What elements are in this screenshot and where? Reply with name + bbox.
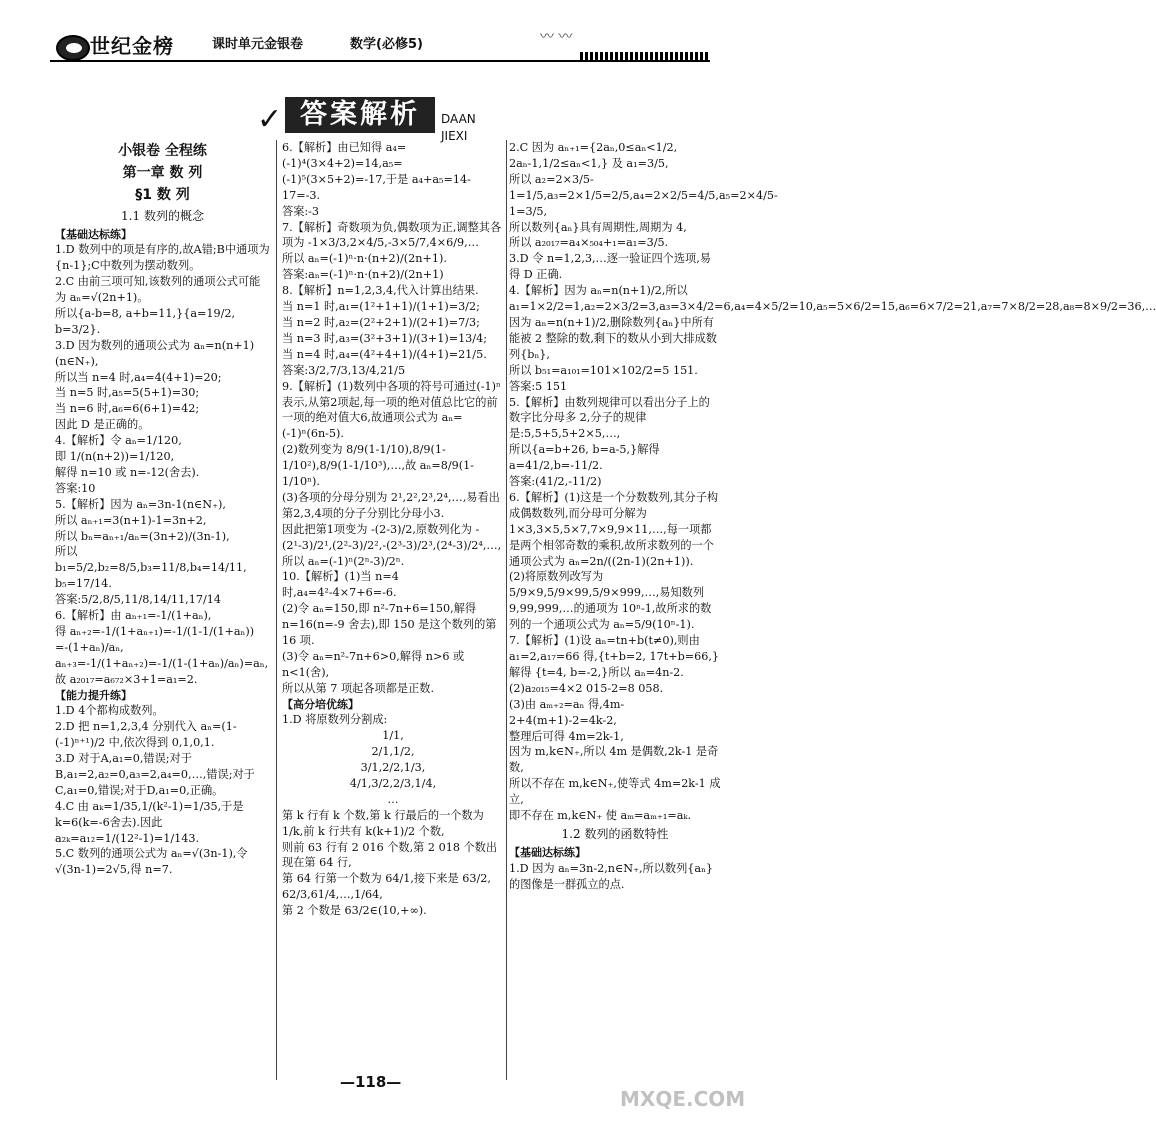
exercise-group-heading: 【能力提升练】 (55, 688, 132, 702)
answer-paragraph: 3.D 令 n=1,2,3,…逐一验证四个选项,易得 D 正确. (509, 252, 711, 282)
section-title: 小银卷 全程练 (118, 143, 207, 159)
page-header (0, 0, 750, 82)
answer-paragraph: 即 1/(n(n+2))=1/120, (55, 450, 175, 464)
answer-paragraph: 1.D 将原数列分割成: (282, 713, 388, 727)
answer-paragraph: 第 64 行第一个数为 64/1,接下来是 63/2, (282, 872, 491, 886)
answer-paragraph: 整理后可得 4m=2k-1, (509, 729, 624, 743)
checkmark-icon: ✓ (257, 102, 283, 137)
section-title: 第一章 数 列 (122, 164, 203, 181)
answer-paragraph: 即不存在 m,k∈N₊ 使 aₘ=aₘ₊₁=aₖ. (509, 809, 692, 823)
answer-paragraph: 答案:aₙ=(-1)ⁿ·n·(n+2)/(2n+1) (282, 268, 444, 282)
answer-paragraph: 6.【解析】由 aₙ₊₁=-1/(1+aₙ), (55, 609, 212, 623)
answer-paragraph: 当 n=1 时,a₁=(1²+1+1)/(1+1)=3/2; (282, 300, 480, 314)
answer-paragraph: 2.C 因为 aₙ₊₁={2aₙ,0≤aₙ<1/2, 2aₙ-1,1/2≤aₙ<1,} 及 a₁=3/5, (509, 141, 681, 170)
page-number: —118— (340, 1073, 402, 1091)
answer-paragraph: (2)令 aₙ=150,即 n²-7n+6=150,解得 n=16(n=-9 舍去),即 150 是这个数列的第 16 项. (282, 602, 501, 648)
answer-paragraph: b₅=17/14. (55, 577, 112, 591)
answer-paragraph: 4.C 由 aₖ=1/35,1/(k²-1)=1/35,于是 k=6(k=-6舍去).因此 a₂ₖ=a₁₂=1/(12²-1)=1/143. (55, 799, 248, 845)
banner-subtitle: DAAN JIEXI (441, 112, 476, 144)
answer-paragraph: (2)将原数列改写为 5/9×9,5/9×99,5/9×999,…,易知数列 9,99,999,…的通项为 10ⁿ-1,故所求的数列的一个通项公式为 aₙ=5/9(10ⁿ-1). (509, 570, 712, 632)
answer-paragraph: 所以从第 7 项起各项都是正数. (282, 681, 435, 695)
subject-title: 数学(必修5) (350, 37, 423, 52)
answer-paragraph: 5.【解析】由数列规律可以看出分子上的数字比分母多 2,分子的规律是:5,5+5,5+2×5,…, (509, 395, 710, 441)
answer-paragraph: 当 n=6 时,a₆=6(6+1)=42; (55, 402, 200, 416)
answer-paragraph: 当 n=2 时,a₂=(2²+2+1)/(2+1)=7/3; (282, 315, 480, 329)
answer-paragraph: 2.C 由前三项可知,该数列的通项公式可能为 aₙ=√(2n+1)。 (55, 275, 261, 304)
answer-paragraph: 所以 aₙ₊₁=3(n+1)-1=3n+2, (55, 513, 207, 527)
answer-paragraph: 6.【解析】由已知得 a₄=(-1)⁴(3×4+2)=14,a₅=(-1)⁵(3×5+2)=-17,于是 a₄+a₅=14-17=-3. (282, 141, 471, 202)
answer-paragraph: 所以 a₂₀₁₇=a₄×₅₀₄+₁=a₁=3/5. (509, 236, 669, 250)
answer-paragraph: 2.D 把 n=1,2,3,4 分别代入 aₙ=(1-(-1)ⁿ⁺¹)/2 中,依次得到 0,1,0,1. (55, 720, 237, 750)
answer-paragraph: 所以不存在 m,k∈N₊,使等式 4m=2k-1 成立, (509, 777, 721, 807)
answer-paragraph: 答案:(41/2,-11/2) (509, 475, 602, 489)
subsection-title: 1.1 数列的概念 (121, 208, 204, 223)
answer-paragraph: 因为 aₙ=n(n+1)/2,删除数列{aₙ}中所有能被 2 整除的数,剩下的数从小到大排成数列{bₙ}, (509, 315, 717, 361)
answer-paragraph: (2)a₂₀₁₅=4×2 015-2=8 058. (509, 681, 664, 695)
column-right (509, 140, 1156, 892)
answer-line: 2/1,1/2, (371, 745, 415, 759)
answer-paragraph: (3)令 aₙ=n²-7n+6>0,解得 n>6 或 n<1(舍), (282, 650, 468, 679)
answer-paragraph: 所以 b₁=5/2,b₂=8/5,b₃=11/8,b₄=14/11, (55, 545, 247, 575)
answer-paragraph: 所以 b₅₁=a₁₀₁=101×102/2=5 151. (509, 363, 698, 377)
column-middle (282, 140, 504, 919)
answer-paragraph: 3.D 因为数列的通项公式为 aₙ=n(n+1)(n∈N₊), (55, 338, 255, 368)
answer-paragraph: aₙ₊₃=-1/(1+aₙ₊₂)=-1/(1-(1+aₙ)/aₙ)=aₙ, (55, 656, 269, 670)
answer-paragraph: 当 n=5 时,a₅=5(5+1)=30; (55, 386, 200, 400)
column-divider (506, 140, 507, 1080)
answer-paragraph: 解得 n=10 或 n=-12(舍去). (55, 465, 200, 479)
exercise-group-heading: 【基础达标练】 (55, 227, 132, 241)
answer-paragraph: 当 n=3 时,a₃=(3²+3+1)/(3+1)=13/4; (282, 331, 487, 345)
answer-paragraph: 所以 aₙ=(-1)ⁿ(2ⁿ-3)/2ⁿ. (282, 554, 405, 568)
answer-paragraph: 故 a₂₀₁₇=a₆₇₂×3+1=a₁=2. (55, 672, 198, 686)
answer-paragraph: 当 n=4 时,a₄=(4²+4+1)/(4+1)=21/5. (282, 347, 487, 361)
header-band (580, 52, 710, 60)
header-rule (50, 60, 710, 62)
answer-paragraph: 所以{a-b=8, a+b=11,}{a=19/2, b=3/2}. (55, 306, 239, 336)
answer-paragraph: (2)数列变为 8/9(1-1/10),8/9(1-1/10²),8/9(1-1/10³),…,故 aₙ=8/9(1-1/10ⁿ). (282, 443, 474, 489)
answer-paragraph: =-(1+aₙ)/aₙ, (55, 640, 124, 654)
birds-icon: 〰 〰 (540, 29, 573, 45)
answer-paragraph: 答案:5 151 (509, 379, 568, 393)
answer-paragraph: 7.【解析】奇数项为负,偶数项为正,调整其各项为 -1×3/3,2×4/5,-3×5/7,4×6/9,… (282, 220, 502, 250)
watermark-text: MXQE.COM (620, 1087, 746, 1111)
answer-paragraph: 所以 a₂=2×3/5-1=1/5,a₃=2×1/5=2/5,a₄=2×2/5=4/5,a₅=2×4/5-1=3/5, (509, 172, 778, 218)
answer-paragraph: 1.D 数列中的项是有序的,故A错;B中通项为{n-1};C中数列为摆动数列。 (55, 243, 270, 273)
answer-paragraph: (3)各项的分母分别为 2¹,2²,2³,2⁴,…,易看出第2,3,4项的分子分别比分母小3. (282, 490, 500, 520)
answer-paragraph: 10.【解析】(1)当 n=4 时,a₄=4²-4×7+6=-6. (282, 570, 403, 600)
answer-line: … (387, 792, 399, 806)
answer-paragraph: 第 k 行有 k 个数,第 k 行最后的一个数为 1/k,前 k 行共有 k(k+1)/2 个数, (282, 808, 488, 838)
answer-paragraph: 8.【解析】n=1,2,3,4,代入计算出结果. (282, 284, 479, 298)
answer-paragraph: 所以数列{aₙ}具有周期性,周期为 4, (509, 220, 687, 234)
answer-paragraph: 62/3,61/4,…,1/64, (282, 888, 383, 902)
brand-name: 世纪金榜 (90, 34, 174, 58)
answer-paragraph: 因此把第1项变为 -(2-3)/2,原数列化为 -(2¹-3)/2¹,(2²-3)/2²,-(2³-3)/2³,(2⁴-3)/2⁴,…, (282, 522, 502, 552)
answer-paragraph: 第 2 个数是 63/2∈(10,+∞). (282, 904, 427, 918)
brand-logo-icon (56, 35, 90, 61)
answer-paragraph: 9.【解析】(1)数列中各项的符号可通过(-1)ⁿ表示,从第2项起,每一项的绝对值总比它的前一项的绝对值大6,故通项公式为 aₙ=(-1)ⁿ(6n-5). (282, 379, 501, 441)
column-divider (276, 140, 277, 1080)
answer-paragraph: 所以 bₙ=aₙ₊₁/aₙ=(3n+2)/(3n-1), (55, 529, 230, 543)
answer-paragraph: 4.【解析】因为 aₙ=n(n+1)/2,所以 a₁=1×2/2=1,a₂=2×3/2=3,a₃=3×4/2=6,a₄=4×5/2=10,a₅=5×6/2=15,a₆=6×7/2=21,a₇=7×8/2=28,a₈=8×9/2=36,… (509, 284, 1156, 314)
exercise-group-heading: 【高分培优练】 (282, 697, 359, 711)
answer-line: 4/1,3/2,2/3,1/4, (349, 776, 437, 790)
answer-paragraph: 7.【解析】(1)设 aₙ=tn+b(t≠0),则由 a₁=2,a₁₇=66 得,{t+b=2, 17t+b=66,}解得 {t=4, b=-2,}所以 aₙ=4n-2. (509, 634, 720, 679)
answer-paragraph: 答案:5/2,8/5,11/8,14/11,17/14 (55, 593, 221, 607)
exercise-group-heading: 【基础达标练】 (509, 846, 586, 859)
section-title: §1 数 列 (135, 186, 190, 203)
answer-line: 3/1,2/2,1/3, (360, 761, 426, 775)
answer-paragraph: 则前 63 行有 2 016 个数,第 2 018 个数出现在第 64 行, (282, 840, 498, 870)
answer-paragraph: 6.【解析】(1)这是一个分数数列,其分子构成偶数数列,而分母可分解为 1×3,3×5,5×7,7×9,9×11,…,每一项都是两个相邻奇数的乘积,故所求数列的一个通项公式为 aₙ=2n/((2n-1)(2n+1)). (509, 490, 719, 568)
answer-paragraph: 因为 m,k∈N₊,所以 4m 是偶数,2k-1 是奇数, (509, 745, 719, 775)
banner-title: 答案解析 (285, 97, 435, 133)
answer-paragraph: 所以{a=b+26, b=a-5,}解得 a=41/2,b=-11/2. (509, 443, 664, 473)
answer-paragraph: 3.D 对于A,a₁=0,错误;对于B,a₁=2,a₂=0,a₃=2,a₄=0,…,错误;对于C,a₁=0,错误;对于D,a₁=0,正确。 (55, 751, 255, 797)
answer-paragraph: 答案:3/2,7/3,13/4,21/5 (282, 363, 406, 377)
answer-paragraph: 1.D 4个都构成数列。 (55, 704, 164, 718)
answer-line: 1/1, (382, 729, 404, 743)
answer-paragraph: 因此 D 是正确的。 (55, 418, 150, 432)
answer-banner (257, 97, 505, 144)
answer-paragraph: 答案:-3 (282, 204, 320, 218)
answer-paragraph: 答案:10 (55, 481, 96, 495)
answer-paragraph: 5.C 数列的通项公式为 aₙ=√(3n-1),令 √(3n-1)=2√5,得 n=7. (55, 847, 252, 877)
column-left (55, 140, 270, 878)
answer-paragraph: 得 aₙ₊₂=-1/(1+aₙ₊₁)=-1/(1-1/(1+aₙ)) (55, 625, 255, 639)
series-title: 课时单元金银卷 (212, 37, 304, 52)
answer-paragraph: 4.【解析】令 aₙ=1/120, (55, 434, 182, 448)
answer-paragraph: 所以当 n=4 时,a₄=4(4+1)=20; (55, 370, 222, 384)
answer-paragraph: 5.【解析】因为 aₙ=3n-1(n∈N₊), (55, 497, 226, 511)
subsection-title: 1.2 数列的函数特性 (561, 826, 669, 841)
answer-paragraph: 所以 aₙ=(-1)ⁿ·n·(n+2)/(2n+1). (282, 252, 447, 266)
answer-paragraph: (3)由 aₘ₊₂=aₙ 得,4m-2+4(m+1)-2=4k-2, (509, 697, 625, 727)
answer-paragraph: 1.D 因为 aₙ=3n-2,n∈N₊,所以数列{aₙ}的图像是一群孤立的点. (509, 861, 714, 891)
